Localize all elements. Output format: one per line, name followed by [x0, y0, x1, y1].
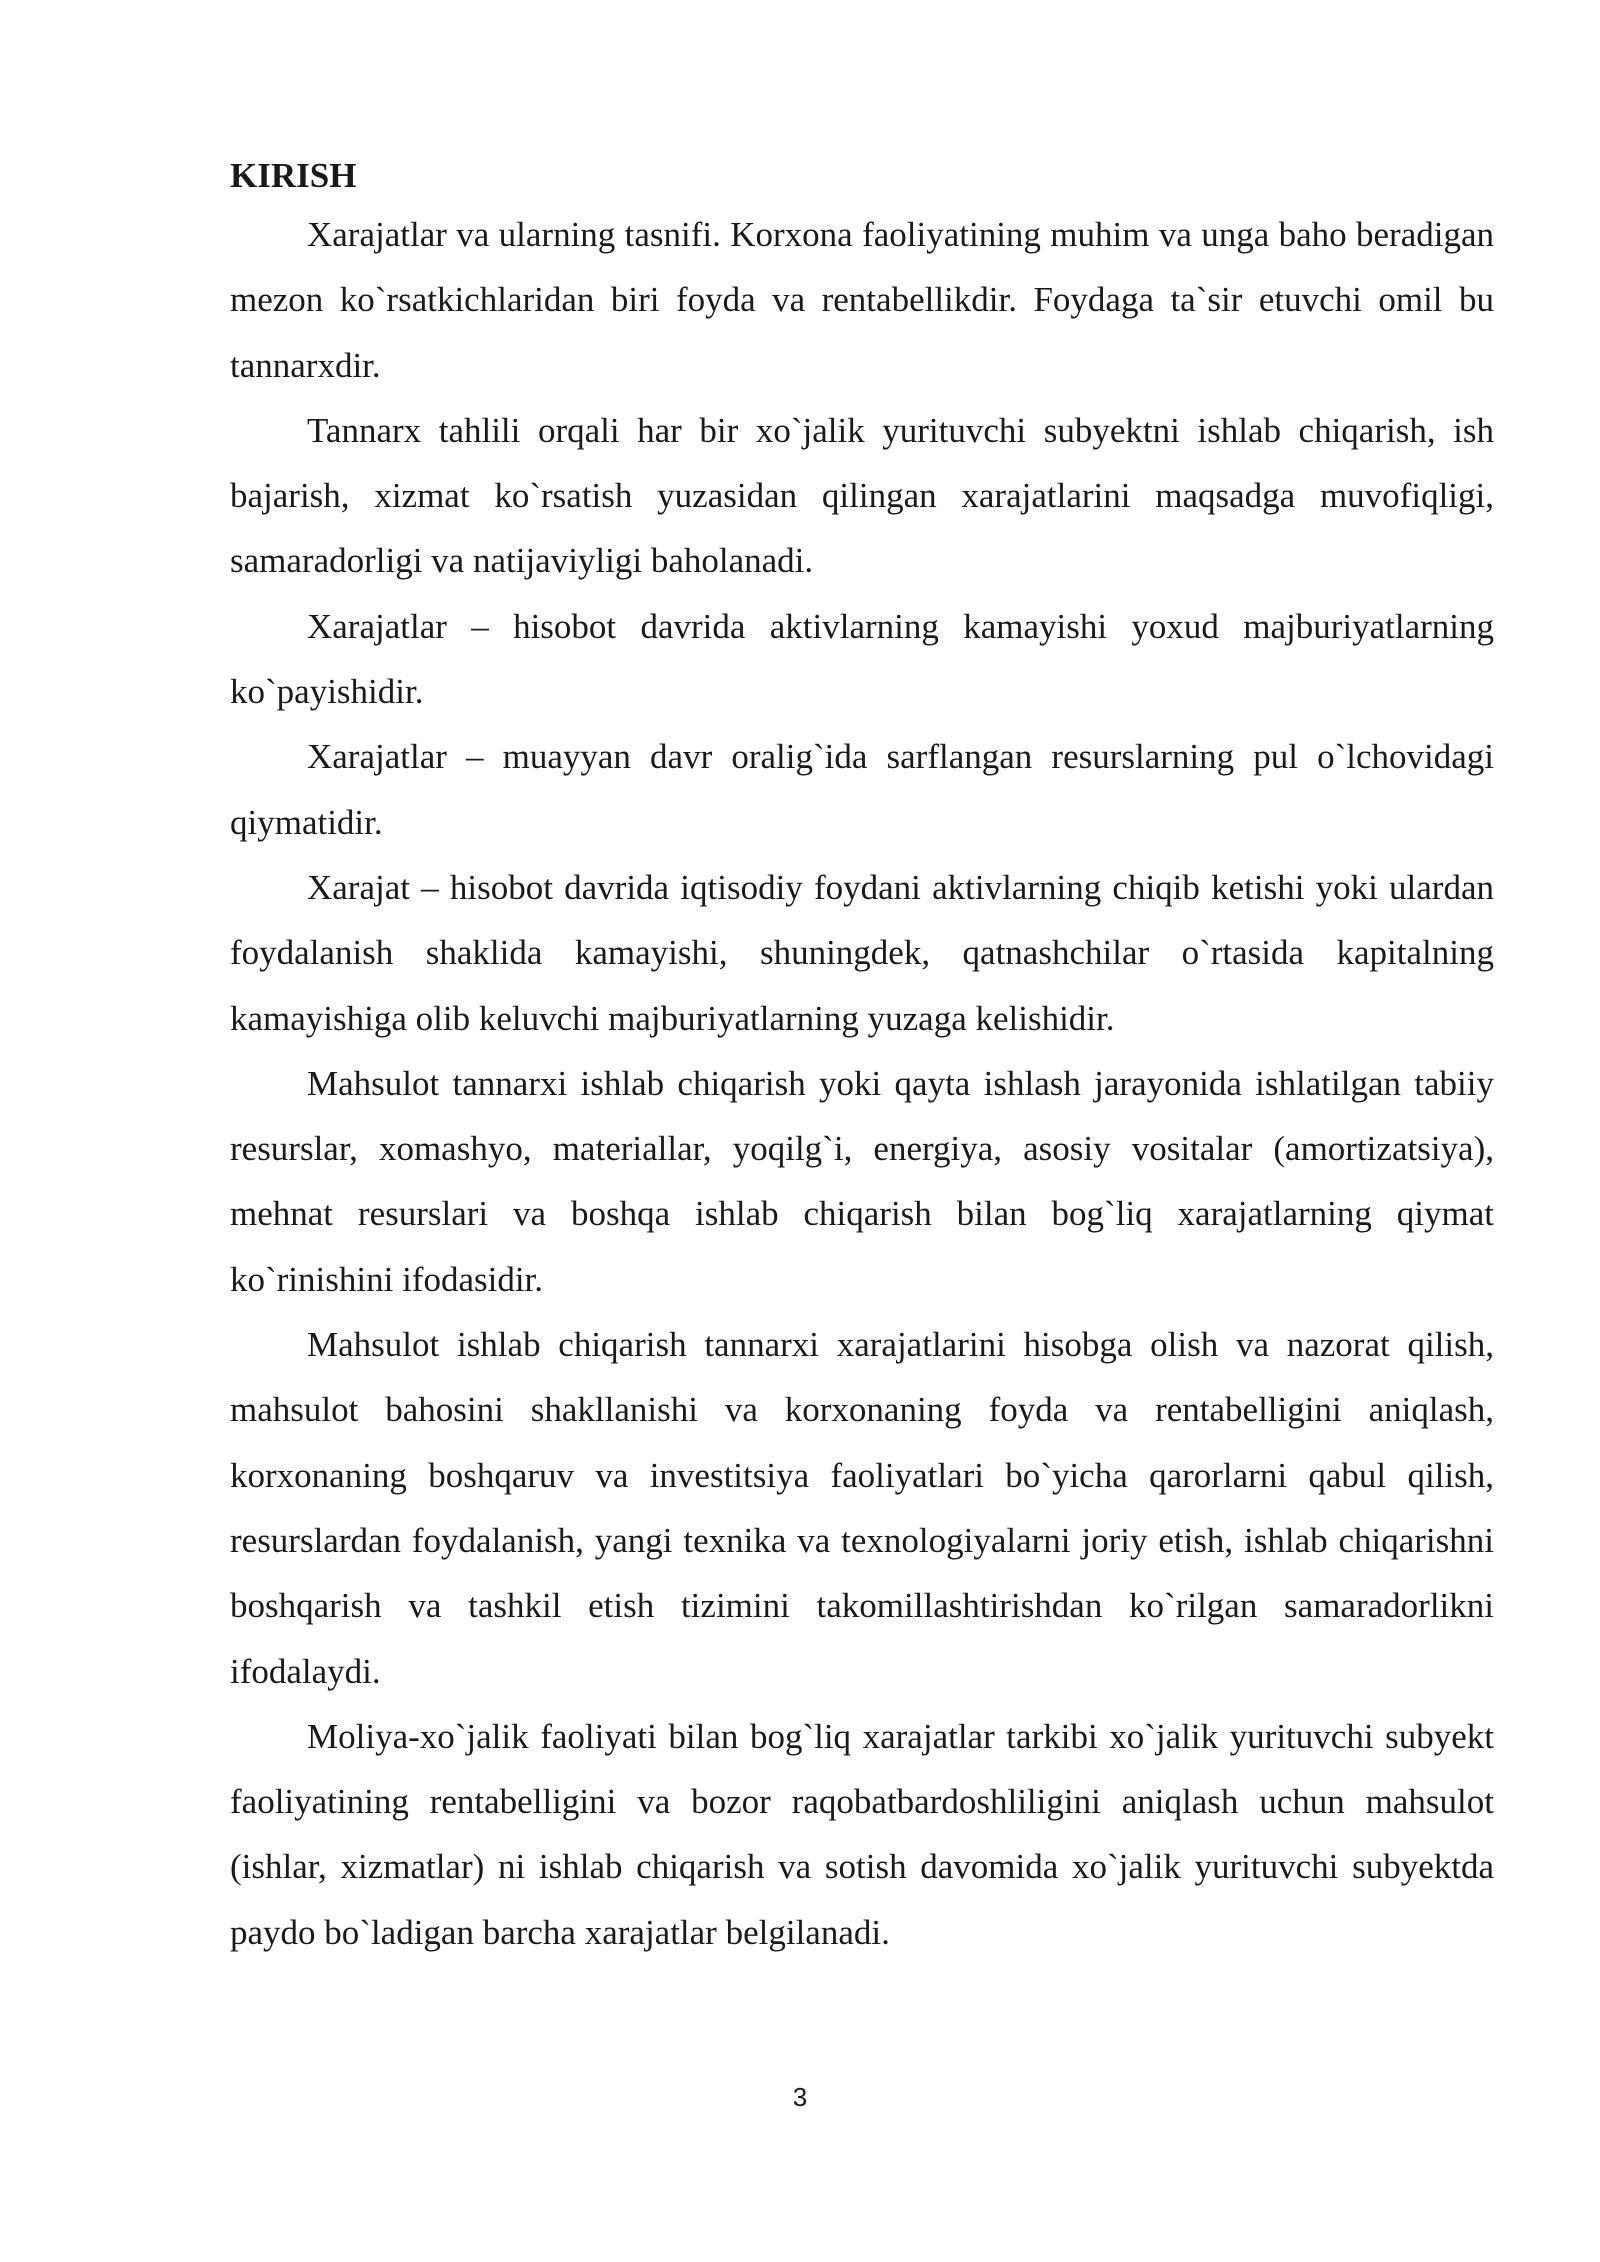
paragraph-1: Xarajatlar va ularning tasnifi. Korxona faoliyatining muhim va unga baho beradigan mezon ko`rsatkichlaridan biri foyda va rentabellikdir. Foydaga ta`sir etuvchi omil bu tannarxdir. — [230, 215, 1494, 385]
paragraph-3: Xarajatlar – hisobot davrida aktivlarning kamayishi yoxud majburiyatlarning ko`payishidir. — [230, 606, 1494, 712]
paragraph-2: Tannarx tahlili orqali har bir xo`jalik yurituvchi subyektni ishlab chiqarish, ish bajarish, xizmat ko`rsatish yuzasidan qilingan xarajatlarini maqsadga muvofiqligi, samaradorligi va natijaviyligi baholanadi. — [230, 410, 1494, 581]
paragraph-4: Xarajatlar – muayyan davr oralig`ida sarflangan resurslarning pul o`lchovidagi qiymatidir. — [230, 737, 1494, 842]
paragraph-8: Moliya-xo`jalik faoliyati bilan bog`liq xarajatlar tarkibi xo`jalik yurituvchi subyekt faoliyatining rentabelligini va bozor raqobatbardoshliligini aniqlash uchun mahsulot (ishlar, xizmatlar) ni ishlab chiqarish va sotish davomida xo`jalik yurituvchi subyektda paydo bo`ladigan barcha xarajatlar belgilanadi. — [230, 1716, 1494, 1952]
page-number: 3 — [792, 2082, 808, 2112]
paragraph-7: Mahsulot ishlab chiqarish tannarxi xarajatlarini hisobga olish va nazorat qilish, mahsulot bahosini shakllanishi va korxonaning foyda va rentabelligini aniqlash, korxonaning boshqaruv va investitsiya faoliyatlari bo`yicha qarorlarni qabul qilish, resurslardan foydalanish, yangi texnika va texnologiyalarni joriy etish, ishlab chiqarishni boshqarish va tashkil etish tizimini takomillashtirishdan ko`rilgan samaradorlikni ifodalaydi. — [230, 1325, 1494, 1691]
page-content — [230, 150, 1494, 1965]
section-heading: KIRISH — [230, 156, 357, 195]
paragraph-6: Mahsulot tannarxi ishlab chiqarish yoki qayta ishlash jarayonida ishlatilgan tabiiy resurslar, xomashyo, materiallar, yoqilg`i, energiya, asosiy vositalar (amortizatsiya), mehnat resurslari va boshqa ishlab chiqarish bilan bog`liq xarajatlarning qiymat ko`rinishini ifodasidir. — [230, 1063, 1494, 1299]
paragraph-5: Xarajat – hisobot davrida iqtisodiy foydani aktivlarning chiqib ketishi yoki ulardan foydalanish shaklida kamayishi, shuningdek, qatnashchilar o`rtasida kapitalning kamayishiga olib keluvchi majburiyatlarning yuzaga kelishidir. — [230, 867, 1494, 1038]
